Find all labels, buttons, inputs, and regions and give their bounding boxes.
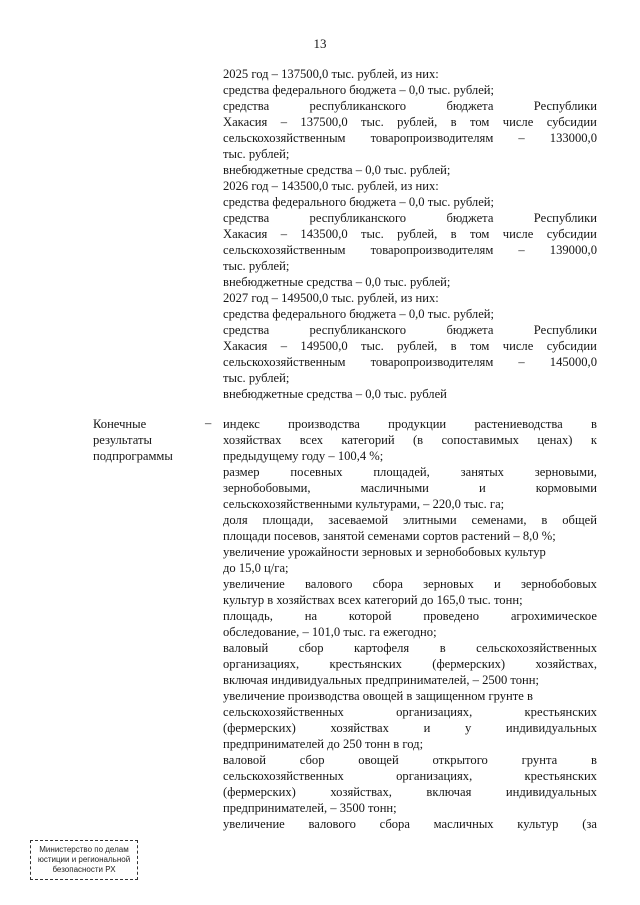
text-line: [223, 800, 397, 816]
word: на: [304, 609, 318, 623]
text-line: [223, 672, 539, 688]
word: 143500,0: [300, 227, 348, 241]
section-label-line-1: Конечные: [93, 417, 147, 431]
text-line: [223, 464, 597, 480]
word: рублей,: [397, 339, 438, 353]
word: –: [280, 339, 288, 353]
word: засеваемой: [328, 513, 389, 527]
text-line: [223, 768, 597, 784]
text-line: [223, 576, 597, 592]
word: в: [450, 227, 457, 241]
word: том: [470, 339, 490, 353]
text-line: [223, 226, 597, 242]
word: Хакасия: [223, 339, 268, 353]
text-line: [223, 688, 533, 704]
word: площади,: [262, 513, 314, 527]
text-line: [223, 194, 494, 210]
word: республиканского: [309, 323, 407, 337]
word: средства: [223, 99, 270, 113]
word: открытого: [432, 753, 488, 767]
word: крестьянских: [524, 769, 597, 783]
word: крестьянских: [329, 657, 402, 671]
text-line: [223, 624, 437, 640]
text-line: [223, 592, 523, 608]
word: сельскохозяйственных: [223, 705, 344, 719]
word: включая индивидуальных предпринимателей, – 2500 тонн;: [223, 673, 540, 687]
word: валовый: [223, 641, 269, 655]
word: к: [590, 433, 597, 447]
word: субсидии: [546, 227, 597, 241]
text-line: [223, 354, 597, 370]
word: товаропроизводителям: [370, 355, 494, 369]
word: средства: [223, 211, 270, 225]
word: –: [518, 355, 525, 369]
word: валовой: [223, 753, 266, 767]
word: категорий: [341, 433, 395, 447]
word: увеличение производства овощей в защищенном грунте в: [223, 689, 533, 703]
text-line: [223, 544, 546, 560]
word: 145000,0: [549, 355, 597, 369]
word: сбора: [372, 577, 403, 591]
word: увеличение урожайности зерновых и зернобобовых культур: [223, 545, 546, 559]
word: предпринимателей, – 3500 тонн;: [223, 801, 397, 815]
word: проведено: [423, 609, 479, 623]
text-line: [223, 480, 597, 496]
word: том: [470, 227, 490, 241]
word: площадь,: [223, 609, 273, 623]
word: бюджета: [446, 99, 494, 113]
word: 139000,0: [549, 243, 597, 257]
text-line: [223, 146, 289, 162]
word: в: [541, 513, 548, 527]
text-line: [223, 704, 597, 720]
word: увеличение: [223, 577, 285, 591]
text-line: [223, 98, 597, 114]
word: (в: [412, 433, 424, 447]
text-line: [223, 432, 597, 448]
word: сельскохозяйственных: [223, 769, 344, 783]
text-line: [223, 114, 597, 130]
stamp-line-1: Министерство по делам: [39, 845, 129, 854]
text-line: [223, 640, 597, 656]
text-line: [223, 736, 423, 752]
word: и: [478, 481, 486, 495]
word: индекс: [223, 417, 260, 431]
text-line: [223, 82, 494, 98]
word: всех: [299, 433, 324, 447]
word: культур в хозяйствах всех категорий до 165,0 тыс. тонн;: [223, 593, 523, 607]
stamp-line-2: юстиции и региональной: [37, 855, 131, 864]
word: сбора: [379, 817, 410, 831]
word: внебюджетные средства – 0,0 тыс. рублей;: [223, 163, 451, 177]
word: Хакасия: [223, 115, 268, 129]
word: в: [591, 753, 597, 767]
word: масличных: [433, 817, 494, 831]
word: крестьянских: [524, 705, 597, 719]
word: 149500,0: [300, 339, 348, 353]
text-line: [223, 386, 447, 402]
word: предыдущему году – 100,4 %;: [223, 449, 384, 463]
text-line: [223, 290, 439, 306]
word: (за: [582, 817, 597, 831]
word: зернобобовых: [520, 577, 597, 591]
word: рублей,: [397, 115, 438, 129]
word: в: [450, 115, 457, 129]
word: 133000,0: [549, 131, 597, 145]
word: (фермерских): [432, 657, 506, 671]
word: внебюджетные средства – 0,0 тыс. рублей: [223, 387, 447, 401]
word: (фермерских): [223, 785, 296, 799]
word: кормовыми: [535, 481, 597, 495]
word: сельскохозяйственных: [476, 641, 597, 655]
word: валового: [305, 577, 353, 591]
word: ценах): [537, 433, 573, 447]
word: том: [470, 115, 490, 129]
word: грунта: [521, 753, 558, 767]
word: в: [450, 339, 457, 353]
word: числе: [502, 339, 534, 353]
text-line: [223, 322, 597, 338]
text-line: [223, 416, 597, 432]
text-line: [223, 448, 383, 464]
word: средства федерального бюджета – 0,0 тыс. рублей;: [223, 195, 495, 209]
word: масличными: [360, 481, 429, 495]
word: тыс. рублей;: [223, 371, 290, 385]
word: и: [493, 577, 501, 591]
word: сбор: [299, 753, 325, 767]
word: –: [518, 243, 525, 257]
word: семенами,: [471, 513, 527, 527]
word: числе: [502, 227, 534, 241]
word: товаропроизводителям: [370, 243, 494, 257]
text-line: [223, 528, 556, 544]
section-label-line-2: результаты: [93, 433, 152, 447]
section-label-line-3: подпрограммы: [93, 449, 173, 463]
word: зерновых: [423, 577, 474, 591]
word: производства: [288, 417, 360, 431]
word: республиканского: [309, 99, 407, 113]
word: числе: [502, 115, 534, 129]
word: организациях,: [223, 657, 300, 671]
word: элитными: [402, 513, 457, 527]
word: в: [591, 417, 597, 431]
word: доля: [223, 513, 248, 527]
word: тыс.: [361, 227, 384, 241]
text-line: [223, 258, 289, 274]
section-dash: –: [205, 416, 212, 430]
text-line: [223, 66, 439, 82]
text-line: [223, 210, 597, 226]
word: рублей,: [397, 227, 438, 241]
word: тыс.: [361, 339, 384, 353]
page-number: 13: [313, 36, 327, 51]
word: до 15,0 ц/га;: [223, 561, 289, 575]
text-line: [223, 274, 450, 290]
word: субсидии: [546, 115, 597, 129]
word: и: [423, 721, 431, 735]
text-line: [223, 784, 597, 800]
word: обследование, – 101,0 тыс. га ежегодно;: [223, 625, 437, 639]
text-line: [223, 306, 494, 322]
word: площадей,: [373, 465, 430, 479]
word: Хакасия: [223, 227, 268, 241]
text-line: [223, 338, 597, 354]
word: 137500,0: [300, 115, 348, 129]
text-line: [223, 608, 597, 624]
text-line: [223, 656, 597, 672]
word: хозяйствах: [330, 721, 389, 735]
word: Республики: [533, 211, 597, 225]
word: продукции: [388, 417, 447, 431]
word: сопоставимых: [441, 433, 519, 447]
word: у: [464, 721, 472, 735]
word: бюджета: [446, 323, 494, 337]
word: площади посевов, занятой семенами сортов растений – 8,0 %;: [223, 529, 556, 543]
word: хозяйствах,: [330, 785, 392, 799]
word: предпринимателей до 250 тонн в год;: [223, 737, 424, 751]
word: средства: [223, 323, 270, 337]
word: зерновыми,: [534, 465, 597, 479]
word: тыс.: [361, 115, 384, 129]
word: организациях,: [396, 769, 473, 783]
word: занятых: [460, 465, 504, 479]
word: общей: [562, 513, 597, 527]
word: в: [439, 641, 446, 655]
word: увеличение: [223, 817, 285, 831]
word: зернобобовыми,: [223, 481, 311, 495]
text-line: [223, 752, 597, 768]
text-line: [223, 130, 597, 146]
text-line: [223, 370, 289, 386]
stamp-line-3: безопасности РХ: [52, 865, 116, 874]
word: бюджета: [446, 211, 494, 225]
word: посевных: [290, 465, 343, 479]
word: картофеля: [354, 641, 410, 655]
text-line: [223, 720, 597, 736]
word: индивидуальных: [505, 785, 597, 799]
text-line: [223, 560, 289, 576]
word: Республики: [533, 323, 597, 337]
word: которой: [348, 609, 392, 623]
word: средства федерального бюджета – 0,0 тыс. рублей;: [223, 83, 495, 97]
word: 2027 год – 149500,0 тыс. рублей, из них:: [223, 291, 439, 305]
word: хозяйствах: [223, 433, 282, 447]
word: сельскохозяйственными культурами, – 220,0 тыс. га;: [223, 497, 505, 511]
word: сельскохозяйственным: [223, 131, 346, 145]
word: товаропроизводителям: [370, 131, 494, 145]
word: сбор: [298, 641, 324, 655]
word: сельскохозяйственным: [223, 355, 346, 369]
text-line: [223, 512, 597, 528]
word: республиканского: [309, 211, 407, 225]
word: субсидии: [546, 339, 597, 353]
word: 2026 год – 143500,0 тыс. рублей, из них:: [223, 179, 439, 193]
word: валового: [308, 817, 356, 831]
text-line: [223, 816, 597, 832]
word: 2025 год – 137500,0 тыс. рублей, из них:: [223, 67, 439, 81]
word: внебюджетные средства – 0,0 тыс. рублей;: [223, 275, 451, 289]
text-line: [223, 162, 450, 178]
word: индивидуальных: [505, 721, 597, 735]
word: –: [280, 227, 288, 241]
word: –: [518, 131, 525, 145]
word: сельскохозяйственным: [223, 243, 346, 257]
word: культур: [517, 817, 559, 831]
word: средства федерального бюджета – 0,0 тыс. рублей;: [223, 307, 495, 321]
word: размер: [223, 465, 260, 479]
word: растениеводства: [474, 417, 563, 431]
word: тыс. рублей;: [223, 259, 290, 273]
word: агрохимическое: [510, 609, 597, 623]
text-line: [223, 496, 504, 512]
text-line: [223, 242, 597, 258]
word: организациях,: [396, 705, 473, 719]
text-line: [223, 178, 439, 194]
word: овощей: [358, 753, 399, 767]
word: (фермерских): [223, 721, 296, 735]
word: включая: [426, 785, 472, 799]
word: хозяйствах,: [535, 657, 597, 671]
registration-stamp: [30, 840, 138, 880]
word: –: [280, 115, 288, 129]
word: Республики: [533, 99, 597, 113]
word: тыс. рублей;: [223, 147, 290, 161]
